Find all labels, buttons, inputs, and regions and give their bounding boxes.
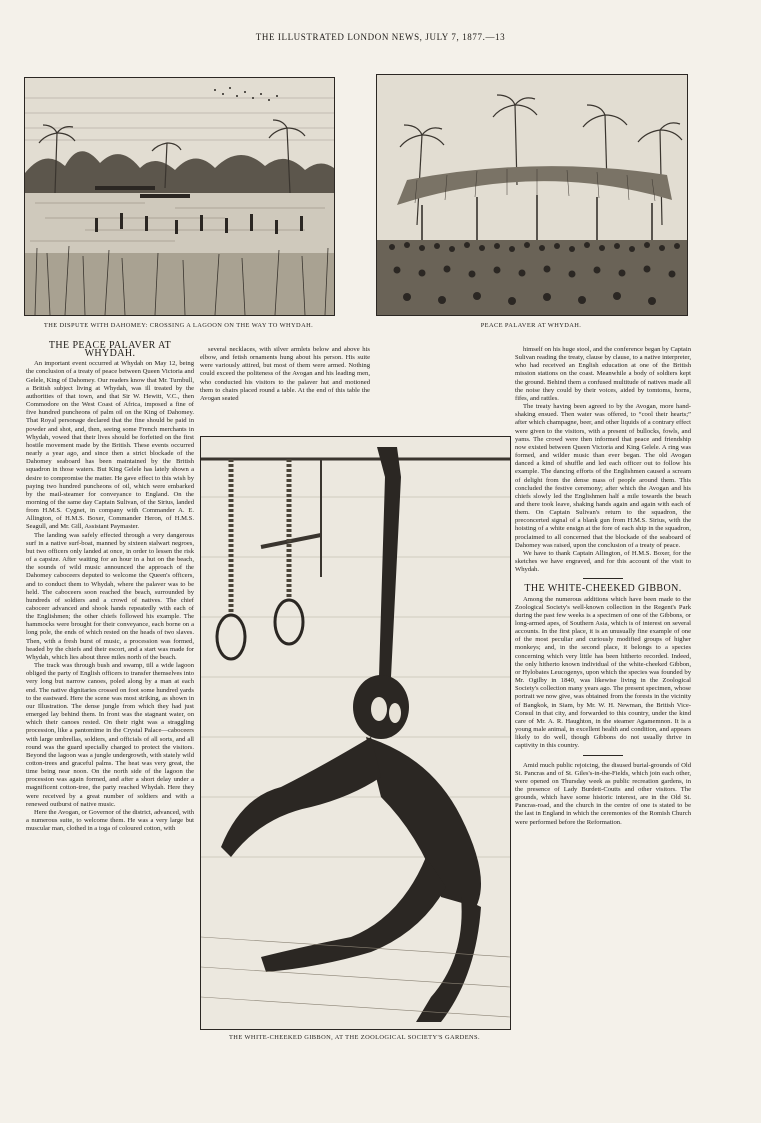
- paragraph: himself on his huge stool, and the conference began by Captain Sulivan reading the treaty, clause by clause, to a native interpreter, who had received an English education at one of the British mission stations on the coast. Meanwhile a body of soldiers kept the ground. Behind them a confused multitude of natives made all the noise they could by their voices, aided by tomtoms, horns, fifes, and rattles.: [515, 346, 691, 402]
- column-3: [515, 346, 691, 827]
- illustration-peace-palaver: [376, 74, 688, 316]
- illustration-lagoon-crossing: [24, 77, 335, 316]
- paragraph: Amid much public rejoicing, the disused burial-grounds of Old St. Pancras and of St. Giles's-in-the-Fields, which join each other, were opened on Thursday week as public recreation gardens, in the presence of Lady Burdett-Coutts and other visitors. The grounds, which have some historic interest, are in the Old St. Pancras-road, and the church in the centre of one is stated to be the last in England in which the ceremonies of the Romish Church were performed before the Reformation.: [515, 761, 691, 826]
- caption-peace-palaver: PEACE PALAVER AT WHYDAH.: [480, 322, 582, 329]
- paragraph: several necklaces, with silver armlets below and above his elbow, and fetish ornaments hung about his person. His suite were variously attired, but most of them were armed. Nothing could exceed the politeness of the Avogan and his leading men, who conducted his visitors to the palaver hut and motioned them to chairs placed round a table. At the end of this table the Avogan seated: [200, 346, 370, 402]
- paragraph: We have to thank Captain Allington, of H.M.S. Boxer, for the sketches we have engraved, and for this account of the visit to Whydah.: [515, 549, 691, 574]
- caption-lagoon-crossing: THE DISPUTE WITH DAHOMEY: CROSSING A LAGOON ON THE WAY TO WHYDAH.: [43, 322, 314, 329]
- article-title-gibbon: THE WHITE-CHEEKED GIBBON.: [524, 583, 682, 595]
- paragraph: The treaty having been agreed to by the Avogan, more hand-shaking ensued. Then water was offered, to “cool their hearts;” after which champagne, beer, and other liquids of a contrary effect were given to the visitors, with a present of bullocks, fowls, and yams. The crowd were then informed that peace and friendship now existed between Queen Victoria and King Gelele. A ring was formed, and wilder music than ever began. The old Avogan danced a kind of shuffle and led each officer out to follow his example. The dancing efforts of the Englishmen caused a scream of delight from the dense mass of people around them. This concluded the festive ceremony; after which the Avogan and his chiefs slowly led the Englishmen half a mile towards the beach and there took leave, shaking hands again and again with each of them. On Captain Sulivan's return to the squadron, the preconcerted signal of a blank gun from H.M.S. Sirius, with the hoisting of a white ensign at the fore of each ship in the squadron, proclaimed to all concerned that the blockade of the seaboard of Dahomey was raised, upon the conclusion of a treaty of peace.: [515, 403, 691, 549]
- paragraph: An important event occurred at Whydah on May 12, being the conclusion of a treaty of peace between Queen Victoria and Gelele, King of Dahomey. Our readers know that Mr. Turnbull, a British subject living at Whydah, was ill treated by the authorities of that town, and that Sir W. Hewitt, V.C., then Commodore on the West Coast of Africa, imposed a fine of five hundred puncheons of palm oil on the King of Dahomey. That Royal personage declared that the fine should be paid in powder and shot, and, then, seeing some French merchants in Whydah, vowed that their lives should be forfeited on the first hostile movement made by the British. These events occurred nearly a year ago, and since then a strict blockade of the Dahomey seaboard has been maintained by the British squadron in those waters. But King Gelele has lately shown a desire to compromise the matter. He gave effect to this wish by paying two hundred puncheons of oil, which were embarked by the mail-steamer for conveyance to England. On the morning of the same day Captain Sulivan, of the Sirius, landed from H.M.S. Cygnet, in company with Commander A. E. Allington, of H.M.S. Boxer, Commander Heron, of H.M.S. Seagull, and Mr. Gill, Assistant Paymaster.: [26, 360, 194, 531]
- lagoon-engraving: [25, 78, 334, 315]
- paragraph: The track was through bush and swamp, till a wide lagoon obliged the party of English officers to transfer themselves into very long but narrow canoes, poled along by a man at each end. The native dignitaries crossed on foot some hundred yards to the eastward. Here the scene was most striking, as shown in our Illustration. The dense jungle from which they had just emerged lay behind them. In front was the stagnant water, on which their canoes rested. On their right was a straggling procession, like a pantomime in the Crystal Palace—caboceers with large umbrellas, soldiers, and officials of all sorts, and all round was the guard specially charged to protect the visitors. Beyond the lagoon was a jungle undergrowth, with stately wild cotton-trees and graceful palms. The heat was very great, the time being near noon. On the north side of the lagoon the procession was again formed, and after a short delay under a magnificent cotton-tree, the party reached Whydah. Here they were received by a great number of soldiers and with a renewed outburst of native music.: [26, 662, 194, 808]
- caption-gibbon: THE WHITE-CHEEKED GIBBON, AT THE ZOOLOGICAL SOCIETY'S GARDENS.: [229, 1034, 480, 1041]
- illustration-gibbon: [200, 436, 511, 1030]
- paragraph: Among the numerous additions which have been made to the Zoological Society's well-known collection in the Regent's Park during the past few weeks is a specimen of one of the Gibbons, or long-armed apes, of Southern Asia, which is of interest on several accounts. In the first place, it is an unusually fine example of one of the most peculiar and curiously modified groups of higher monkeys; and, in the second place, it belongs to a species concerning which very little has been hitherto recorded. Indeed, the only hitherto known individual of the white-cheeked Gibbon, or Hylobates Leucogenys, upon which the species was founded by Mr. Ogilby in 1840, was likewise living in the Zoological Society's collection many years ago. The present specimen, whose portrait we now give, was obtained from the forests in the vicinity of Bangkok, in Siam, by Mr. W. H. Newman, the British Vice-Consul in that city, and forwarded to this country, under the kind care of Mr. A. R. Haughton, in the steamer Agamemnon. It is a young male animal, in excellent health and condition, and appears likely to do well, though Gibbons do not usually thrive in captivity in this country.: [515, 595, 691, 750]
- column-2: [200, 346, 370, 403]
- article-title-peace-palaver: THE PEACE PALAVER AT WHYDAH.: [48, 340, 172, 360]
- paragraph: Here the Avogan, or Governor of the district, advanced, with a numerous suite, to welcome them. He was a very large but muscular man, clothed in a toga of coloured cotton, with: [26, 808, 194, 833]
- section-divider: [583, 755, 623, 756]
- section-divider: [583, 578, 623, 579]
- page-header: THE ILLUSTRATED LONDON NEWS, JULY 7, 1877.—13: [255, 32, 506, 42]
- paragraph: The landing was safely effected through a very dangerous surf in a native surf-boat, manned by sixteen stalwart negroes, but two officers only landed at once, in order to lessen the risk of a capsize. After waiting for an hour in a hut on the beach, the sounds of wild music announced the approach of the Dahomey caboceers deputed to welcome the Queen's officers, and to conduct them to Whydah, where the palaver was to be held. The caboceers soon reached the beach, surrounded by hundreds of soldiers and a crowd of natives. The chief caboceer advanced and shook hands repeatedly with each of the Englishmen; the other chiefs followed his example. The hammocks were brought for their conveyance, each borne on a long pole, the ends of which rested on the heads of two slaves. Then, with a fresh burst of music, a procession was formed, headed by the chiefs and their escort, and a start was made for Whydah, which lies about three miles north of the beach.: [26, 531, 194, 661]
- gibbon-engraving: [201, 437, 510, 1029]
- column-1: [26, 342, 194, 833]
- palaver-engraving: [377, 75, 687, 315]
